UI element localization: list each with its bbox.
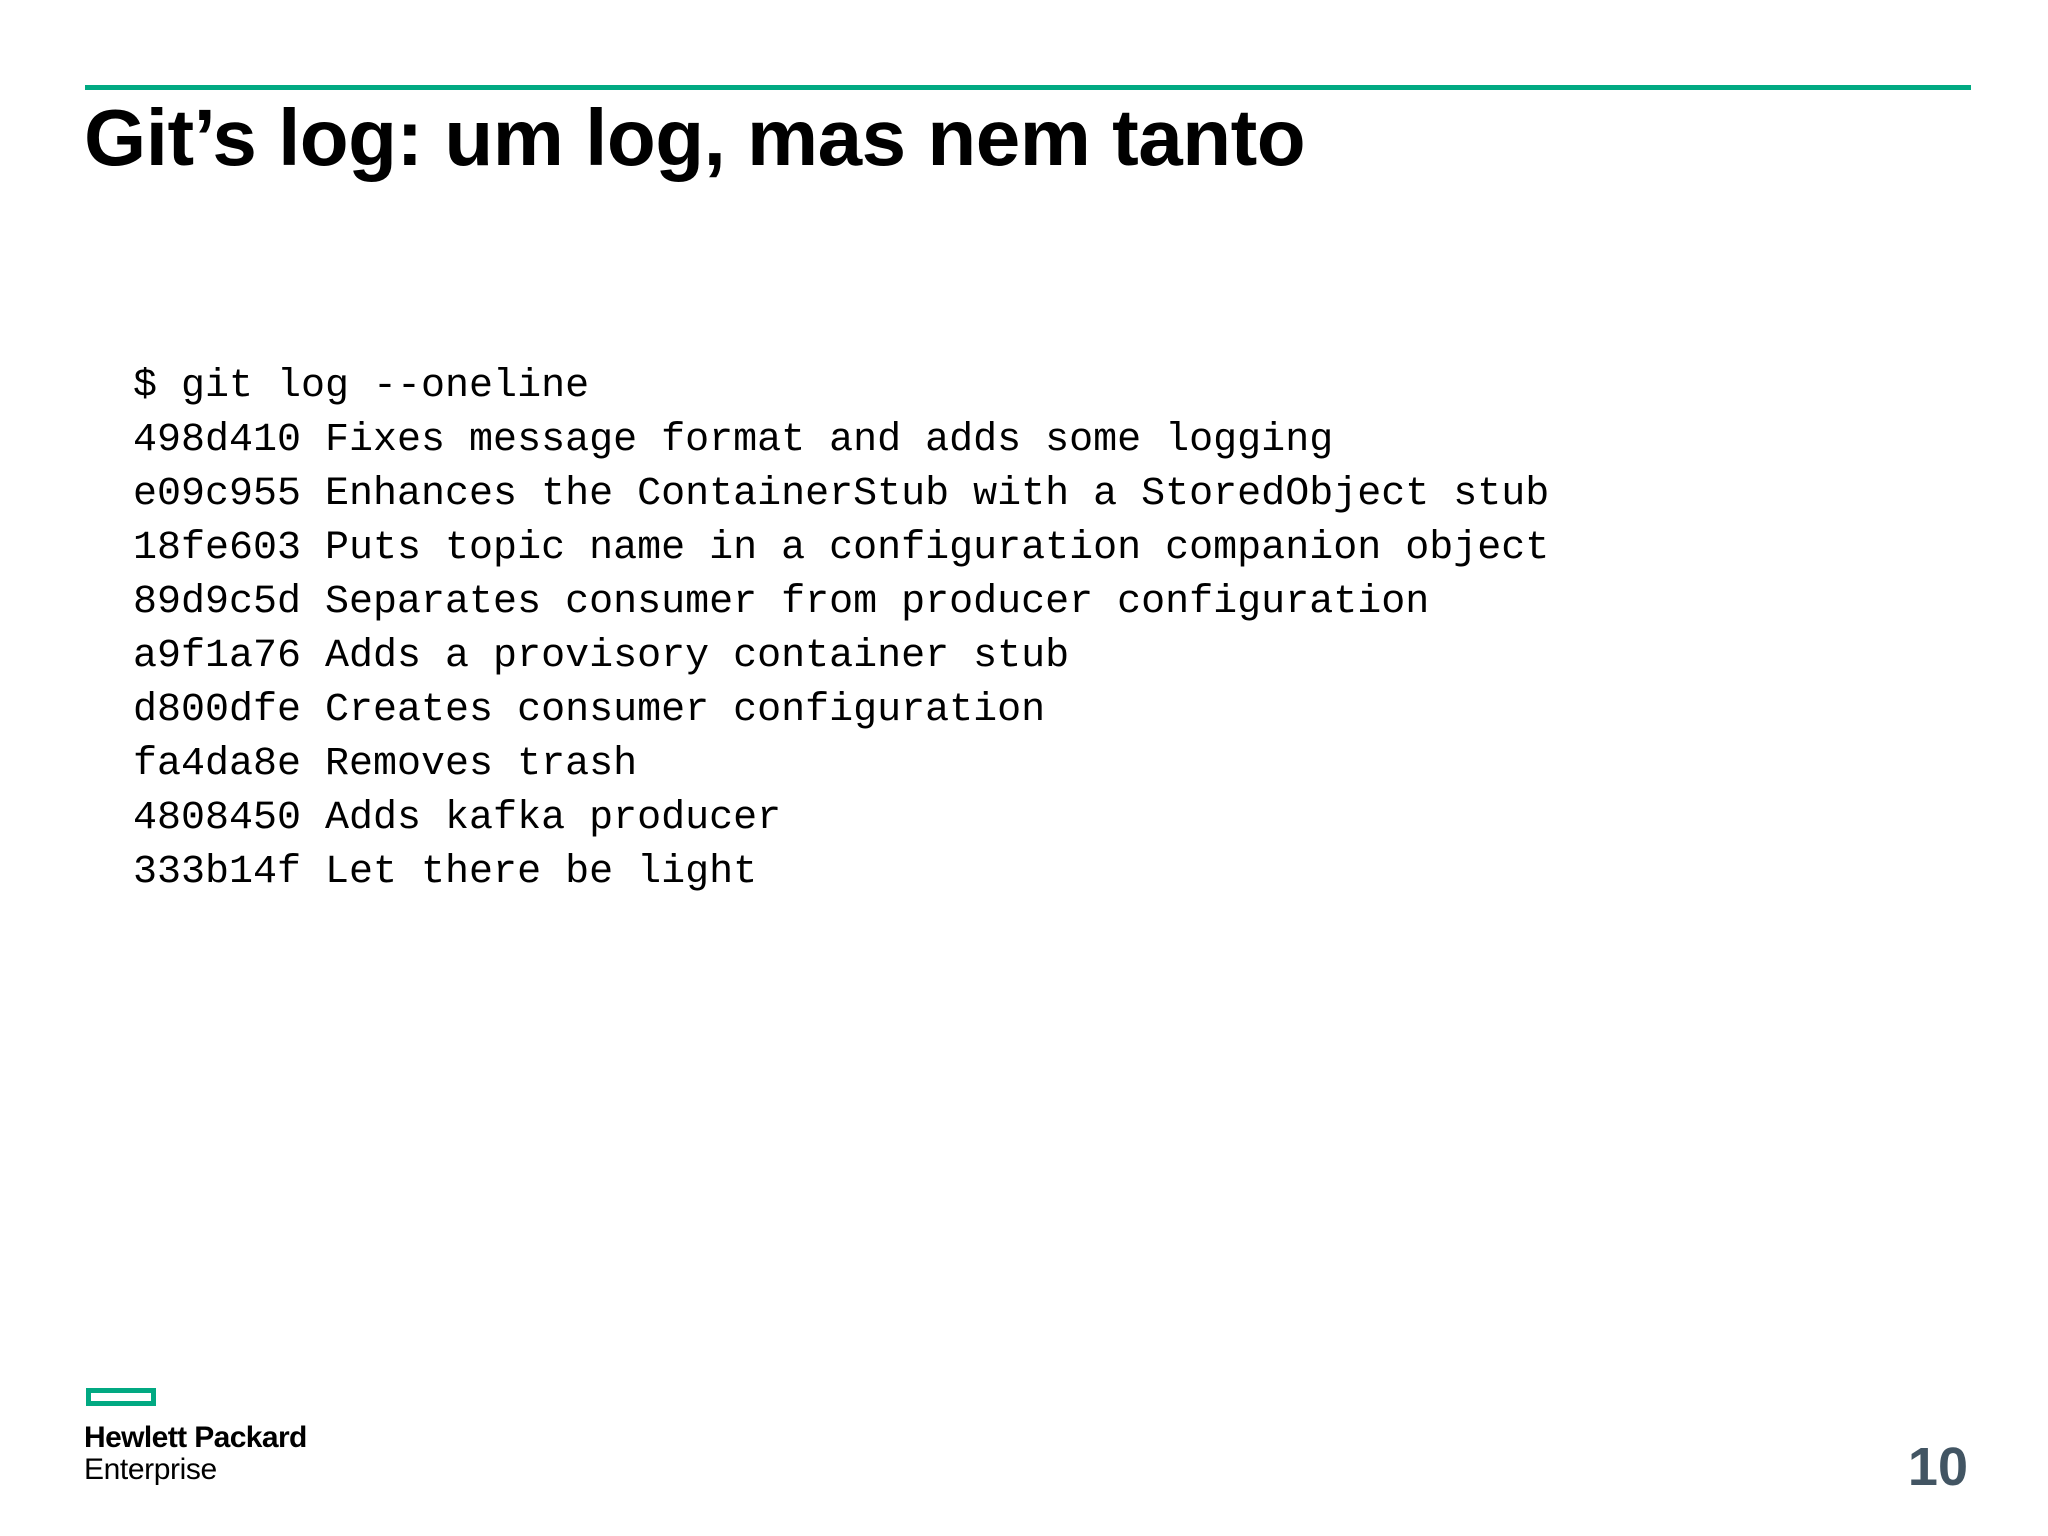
git-log-output: [133, 360, 1549, 900]
slide-title: Git’s log: um log, mas nem tanto: [84, 93, 1306, 182]
logo-text-line1: Hewlett Packard: [84, 1421, 307, 1454]
commit-line: fa4da8e Removes trash: [133, 742, 638, 787]
page-number: 10: [1907, 1437, 1968, 1497]
commit-line: 89d9c5d Separates consumer from producer configuration: [133, 580, 1430, 625]
commit-line: 333b14f Let there be light: [133, 850, 758, 895]
commit-line: 4808450 Adds kafka producer: [133, 796, 782, 841]
hpe-logo: [84, 1388, 344, 1488]
commit-line: d800dfe Creates consumer configuration: [133, 688, 1046, 733]
git-command: $ git log --oneline: [133, 364, 590, 409]
commit-line: a9f1a76 Adds a provisory container stub: [133, 634, 1070, 679]
commit-line: 498d410 Fixes message format and adds some logging: [133, 418, 1334, 463]
hpe-element-icon: [86, 1388, 156, 1406]
logo-text-line2: Enterprise: [84, 1453, 217, 1486]
commit-line: 18fe603 Puts topic name in a configuration companion object: [133, 526, 1550, 571]
commit-line: e09c955 Enhances the ContainerStub with a StoredObject stub: [133, 472, 1550, 517]
